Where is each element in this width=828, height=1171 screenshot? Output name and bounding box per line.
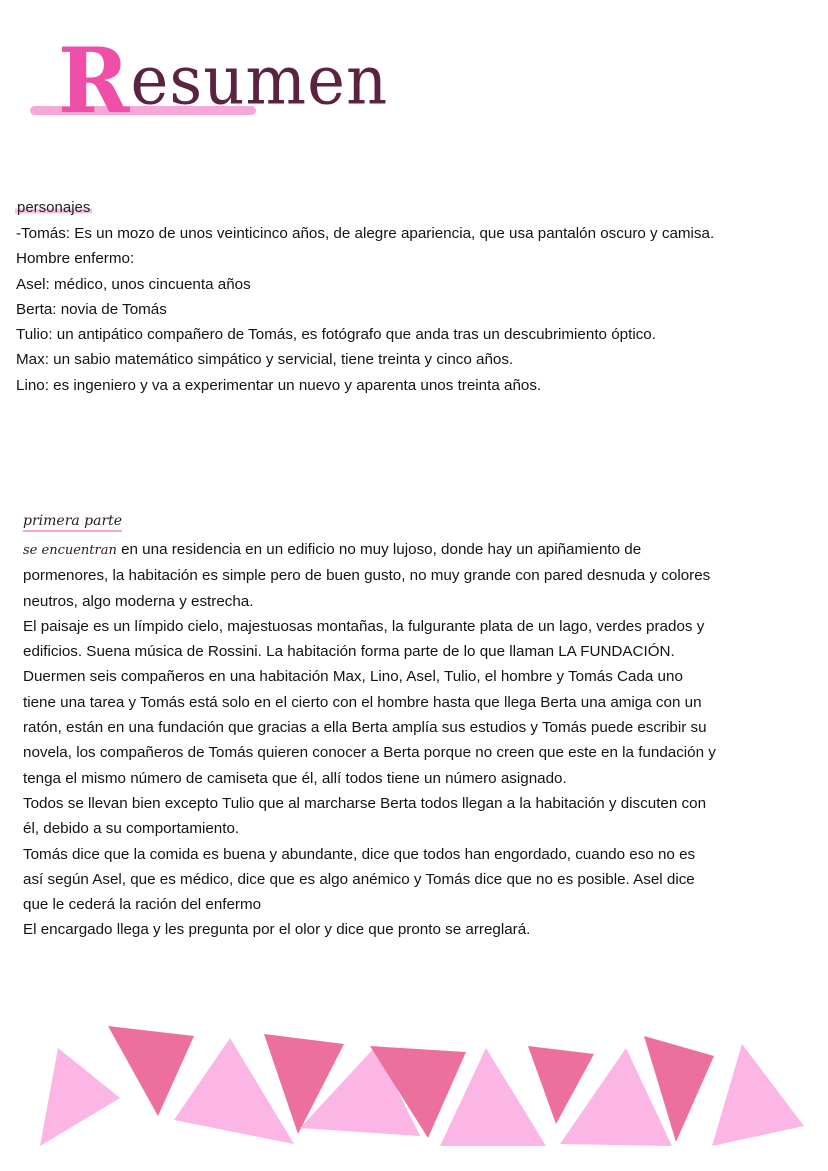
part-one-heading: primera parte <box>23 513 122 532</box>
story-line: edificios. Suena música de Rossini. La habitación forma parte de lo que llaman LA FUNDACIÓN. <box>23 643 675 661</box>
characters-heading: personajes <box>17 199 91 216</box>
title-rest: esumen <box>130 42 389 121</box>
title-text <box>58 19 389 134</box>
triangle-bunting-decoration <box>0 1010 828 1171</box>
story-line: así según Asel, que es médico, dice que es algo anémico y Tomás dice que no es posible. Asel dice <box>23 870 695 888</box>
story-line: El paisaje es un límpido cielo, majestuosas montañas, la fulgurante plata de un lago, verdes prados y <box>23 617 705 635</box>
story-line: Duermen seis compañeros en una habitación Max, Lino, Asel, Tulio, el hombre y Tomás Cada uno <box>23 668 683 686</box>
story-line: Todos se llevan bien excepto Tulio que al marcharse Berta todos llegan a la habitación y discuten con <box>23 794 707 812</box>
story-line: novela, los compañeros de Tomás quieren conocer a Berta porque no creen que este en la fundación y <box>23 744 716 762</box>
character-line: Asel: médico, unos cincuenta años <box>16 275 251 293</box>
character-line: Berta: novia de Tomás <box>16 300 167 318</box>
page-title <box>28 14 389 134</box>
story-lead-rest: en una residencia en un edificio no muy lujoso, donde hay un apiñamiento de <box>116 541 642 558</box>
story-line: que le cederá la ración del enfermo <box>23 896 262 914</box>
story-lead-script: se encuentran <box>23 543 117 558</box>
part-one-text <box>23 537 803 943</box>
story-line: tenga el mismo número de camiseta que él, allí todos tiene un número asignado. <box>23 769 567 787</box>
triangle-decoration <box>108 1026 194 1116</box>
character-line: Lino: es ingeniero y va a experimentar un nuevo y aparenta unos treinta años. <box>16 376 542 394</box>
triangle-decoration <box>40 1048 120 1146</box>
story-line <box>23 537 803 563</box>
character-line: -Tomás: Es un mozo de unos veinticinco años, de alegre apariencia, que usa pantalón oscuro y camisa. <box>16 225 715 242</box>
character-line: Tulio: un antipático compañero de Tomás, es fotógrafo que anda tras un descubrimiento óptico. <box>16 326 656 344</box>
story-line: él, debido a su comportamiento. <box>23 820 240 838</box>
story-line: El encargado llega y les pregunta por el olor y dice que pronto se arreglará. <box>23 921 531 939</box>
story-line: Tomás dice que la comida es buena y abundante, dice que todos han engordado, cuando eso no es <box>23 845 696 863</box>
triangle-decoration <box>712 1044 804 1146</box>
story-line: pormenores, la habitación es simple pero de buen gusto, no muy grande con pared desnuda y colores <box>23 567 711 585</box>
character-line: Max: un sabio matemático simpático y servicial, tiene treinta y cinco años. <box>16 351 514 369</box>
story-line: neutros, algo moderna y estrecha. <box>23 592 254 610</box>
title-first-letter: R <box>58 27 131 134</box>
character-line: Hombre enfermo: <box>16 250 135 268</box>
characters-list <box>16 221 816 398</box>
story-line: ratón, están en una fundación que gracias a ella Berta amplía sus estudios y Tomás puede escribir su <box>23 719 707 737</box>
story-line: tiene una tarea y Tomás está solo en el cierto con el hombre hasta que llega Berta una amiga con un <box>23 693 702 711</box>
